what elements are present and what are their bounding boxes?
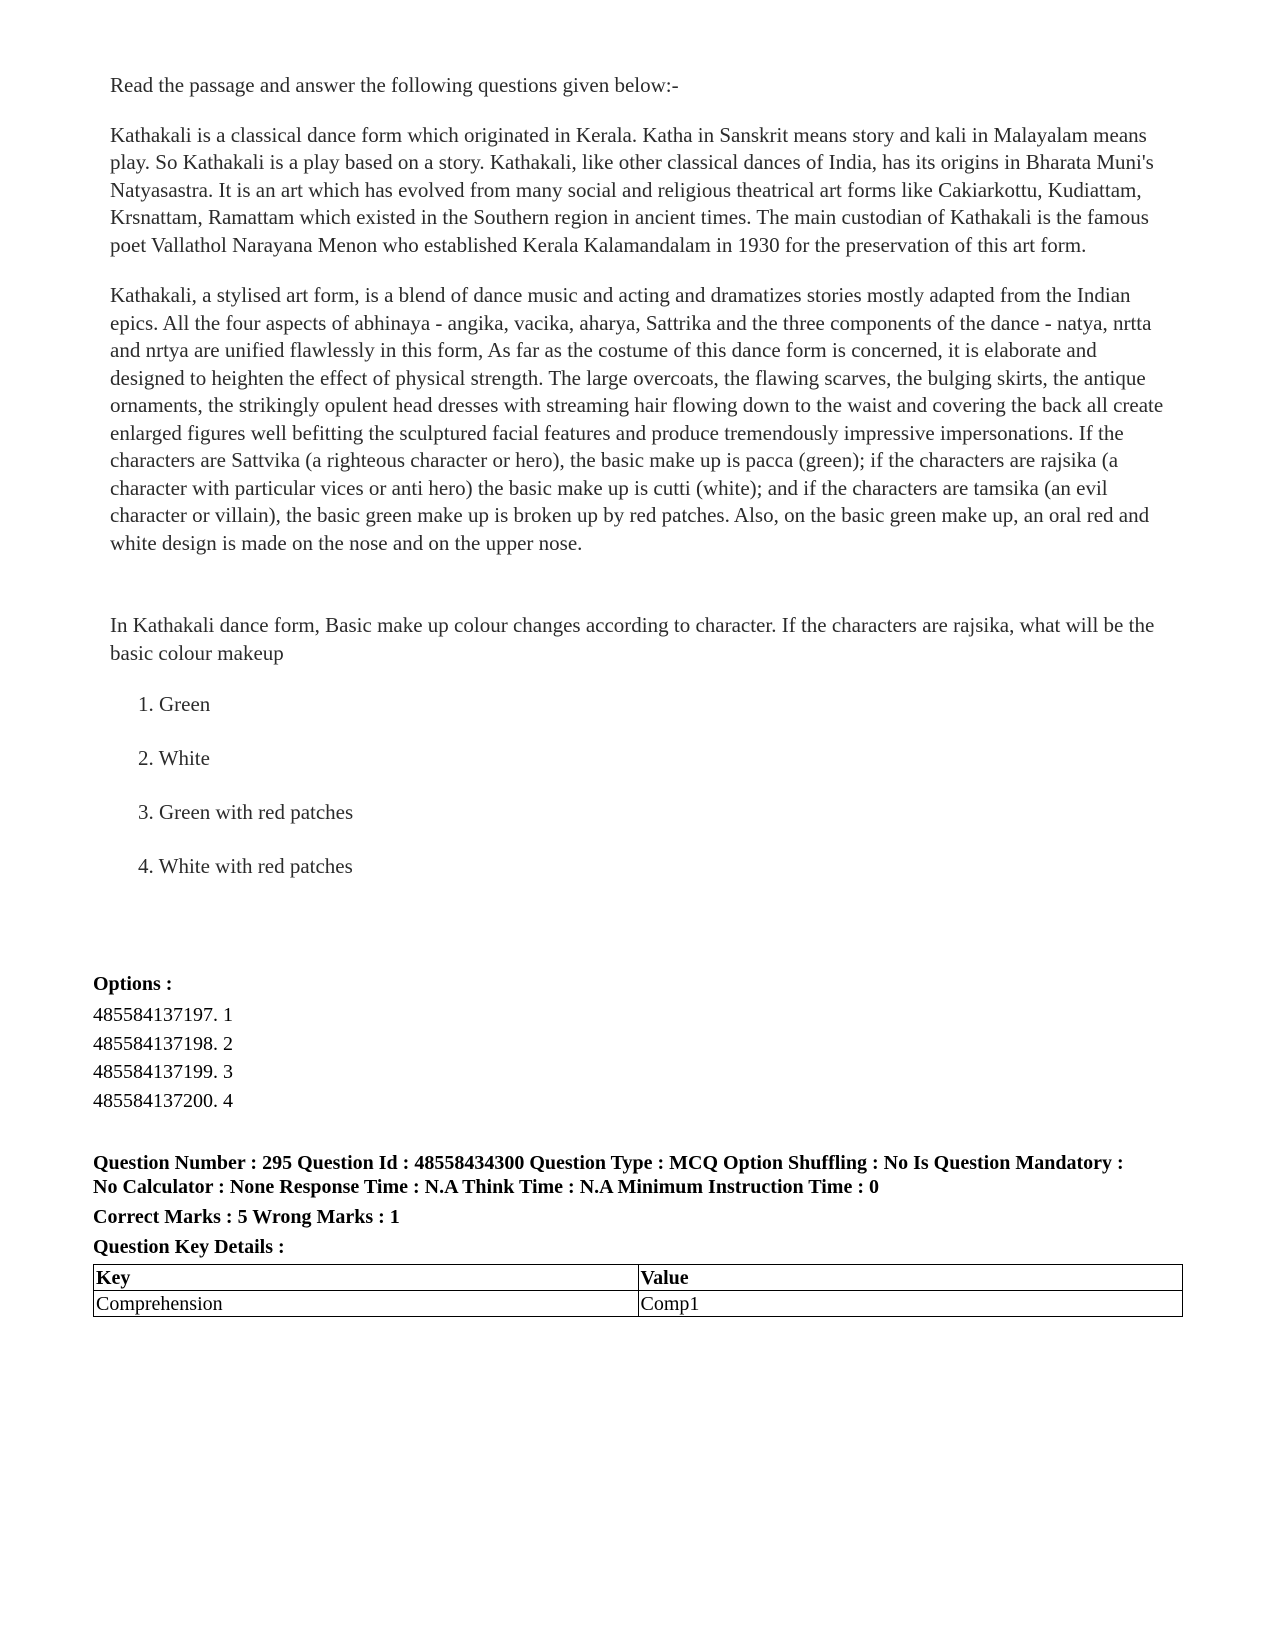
question-info (93, 1151, 1183, 1199)
key-details-label: Question Key Details : (93, 1236, 285, 1258)
answer-choice: 1. Green (138, 692, 211, 716)
marks-info: Correct Marks : 5 Wrong Marks : 1 (93, 1206, 400, 1228)
options-label: Options : (93, 973, 173, 995)
table-header-key: Key (94, 1265, 639, 1291)
option-item: 485584137199. 3 (93, 1061, 233, 1083)
passage-paragraph-2: Kathakali, a stylised art form, is a blend of dance music and acting and dramatizes stories mostly adapted from the Indian epics. All the four aspects of abhinaya - angika, vacika, aharya, Sattrika and the three components of the dance - natya, nrtta and nrtya are unified flawlessly in this form, As far as the costume of this dance form is concerned, it is elaborate and designed to heighten the effect of physical strength. The large overcoats, the flawing scarves, the bulging skirts, the antique ornaments, the strikingly opulent head dresses with streaming hair flowing down to the waist and covering the back all create enlarged figures well befitting the sculptured facial features and produce tremendously impressive impersonations. If the characters are Sattvika (a righteous character or hero), the basic make up is pacca (green); if the characters are rajsika (a character with particular vices or anti hero) the basic make up is cutti (white); and if the characters are tamsika (an evil character or villain), the basic green make up is broken up by red patches. Also, on the basic green make up, an oral red and white design is made on the nose and on the upper nose. (110, 283, 1164, 555)
option-item: 485584137200. 4 (93, 1089, 233, 1112)
table-header-value: Value (638, 1265, 1183, 1291)
passage-paragraph-1: Kathakali is a classical dance form which originated in Kerala. Katha in Sanskrit means story and kali in Malayalam means play. So Kathakali is a play based on a story. Kathakali, like other classical dances of India, has its origins in Bharata Muni's Natyasastra. It is an art which has evolved from many social and religious theatrical art forms like Cakiarkottu, Kudiattam, Krsnattam, Ramattam which existed in the Southern region in ancient times. The main custodian of Kathakali is the famous poet Vallathol Narayana Menon who established Kerala Kalamandalam in 1930 for the preservation of this art form. (110, 122, 1154, 257)
table-cell-value: Comp1 (638, 1291, 1183, 1317)
passage-instruction: Read the passage and answer the following questions given below:- (110, 73, 679, 97)
table-header-row (94, 1265, 1183, 1291)
answer-choice: 4. White with red patches (138, 854, 353, 878)
question-info-line-1: Question Number : 295 Question Id : 48558434300 Question Type : MCQ Option Shuffling : No Is Question Mandatory : (93, 1152, 1124, 1174)
table-cell-key: Comprehension (94, 1291, 639, 1317)
question-info-line-2: No Calculator : None Response Time : N.A Think Time : N.A Minimum Instruction Time : 0 (93, 1176, 879, 1198)
answer-choices (110, 691, 1170, 907)
options-list (93, 1001, 1183, 1115)
option-item: 485584137197. 1 (93, 1004, 233, 1026)
answer-choice: 2. White (138, 746, 210, 770)
table-row (94, 1291, 1183, 1317)
answer-choice: 3. Green with red patches (138, 800, 354, 824)
option-item: 485584137198. 2 (93, 1032, 233, 1055)
question-image (110, 72, 1170, 907)
question-text: In Kathakali dance form, Basic make up colour changes according to character. If the characters are rajsika, what will be the basic colour makeup (110, 613, 1155, 665)
key-details-table (93, 1264, 1183, 1317)
